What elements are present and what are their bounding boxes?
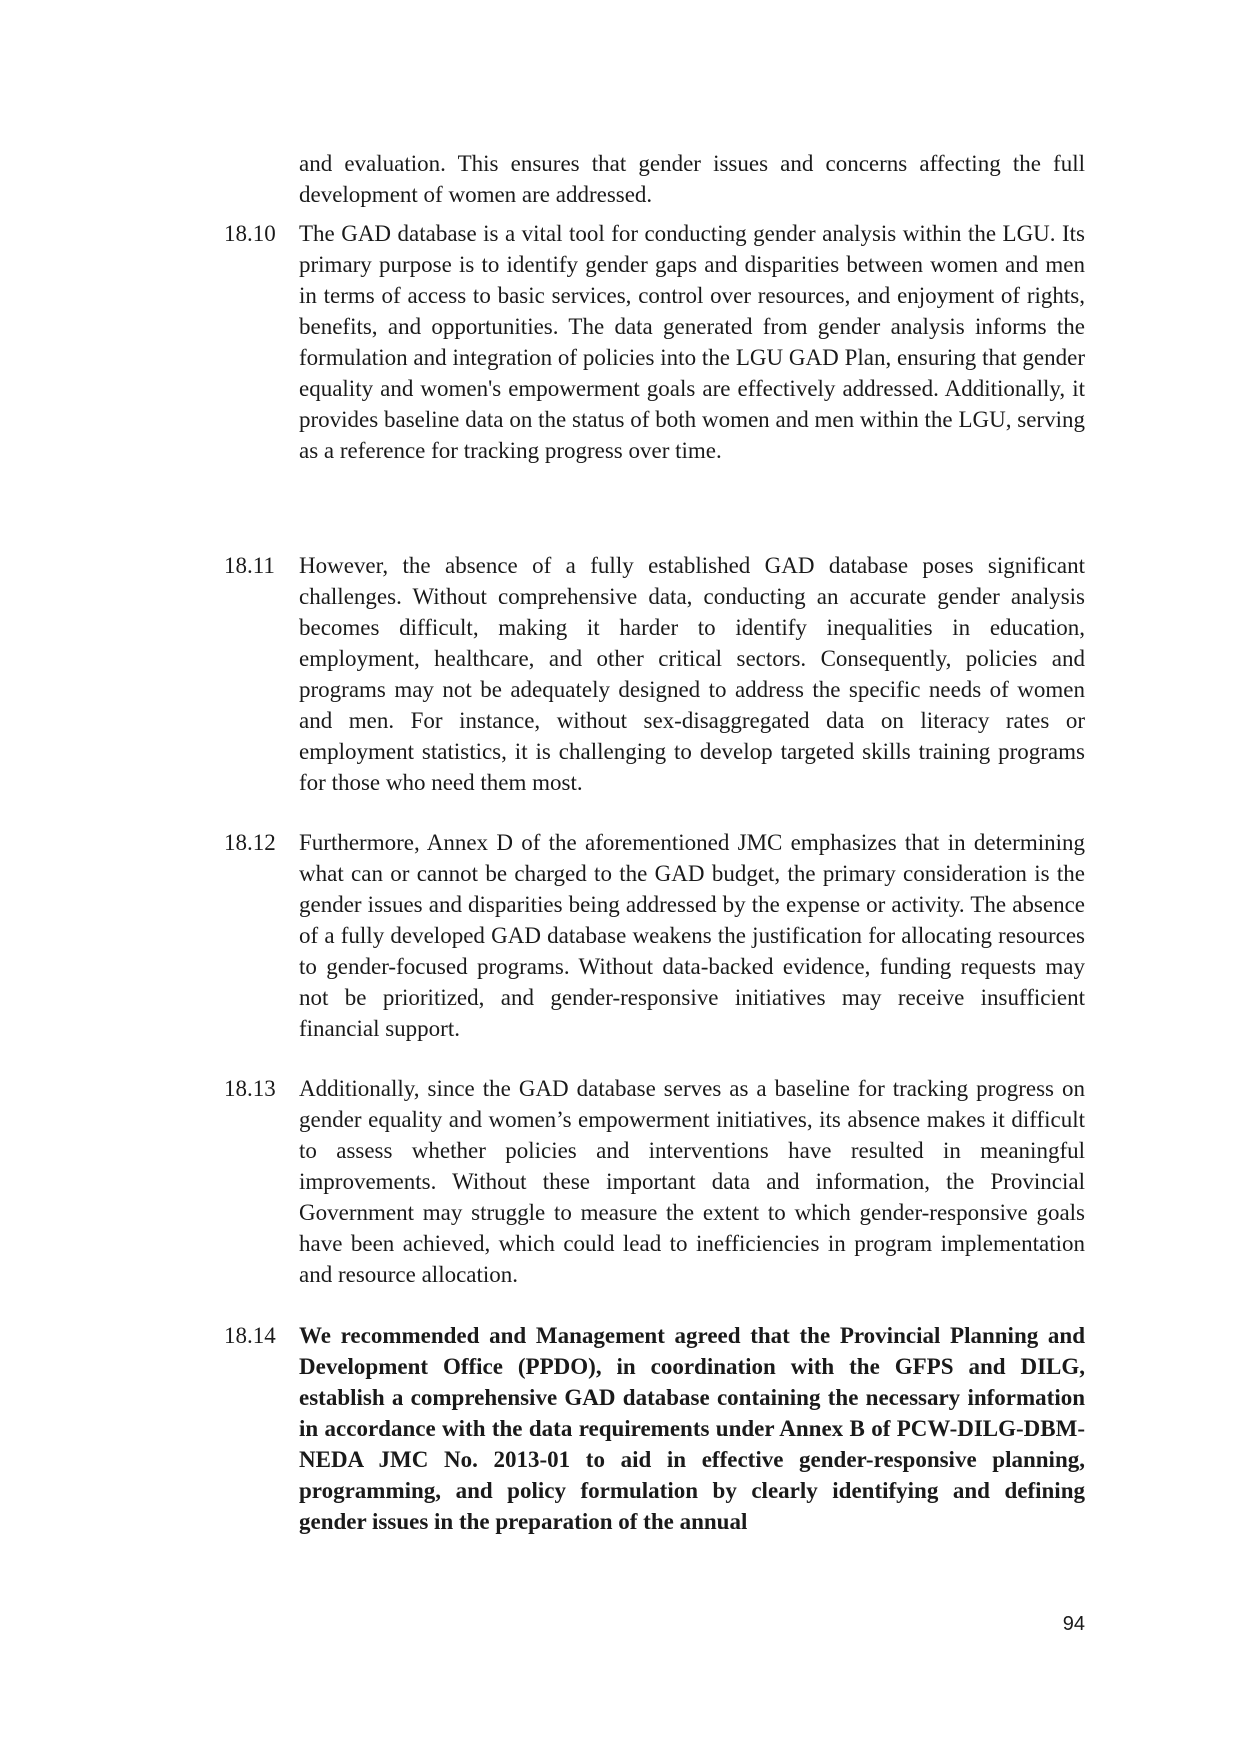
- paragraph-number: 18.13: [224, 1076, 276, 1101]
- recommendation-text: We recommended and Management agreed that the Provincial Planning and Development Office (PPDO), in coordination with the GFPS and DILG, establish a comprehensive GAD database containing the necessary information in accordance with the data requirements under Annex B of PCW-DILG-DBM-NEDA JMC No. 2013-01 to aid in effective gender-responsive planning, programming, and policy formulation by clearly identifying and defining gender issues in the preparation of the annual: [299, 1323, 1085, 1534]
- page-number: 94: [1062, 1613, 1085, 1635]
- paragraph-number: 18.12: [224, 830, 276, 855]
- paragraph-18-12: [224, 827, 1085, 1044]
- paragraph-number: 18.11: [224, 553, 275, 578]
- paragraph-18-10: [224, 218, 1085, 466]
- paragraph-number: 18.14: [224, 1323, 276, 1348]
- continuation-paragraph: and evaluation. This ensures that gender issues and concerns affecting the full development of women are addressed.: [299, 151, 1085, 207]
- paragraph-text: Additionally, since the GAD database serves as a baseline for tracking progress on gender equality and women’s empowerment initiatives, its absence makes it difficult to assess whether policies and interventions have resulted in meaningful improvements. Without these important data and information, the Provincial Government may struggle to measure the extent to which gender-responsive goals have been achieved, which could lead to inefficiencies in program implementation and resource allocation.: [299, 1076, 1085, 1287]
- paragraph-text: However, the absence of a fully established GAD database poses significant challenges. Without comprehensive data, conducting an accurate gender analysis becomes difficult, making it harder to identify inequalities in education, employment, healthcare, and other critical sectors. Consequently, policies and programs may not be adequately designed to address the specific needs of women and men. For instance, without sex-disaggregated data on literacy rates or employment statistics, it is challenging to develop targeted skills training programs for those who need them most.: [299, 553, 1085, 795]
- paragraph-18-13: [224, 1073, 1085, 1290]
- paragraph-text: Furthermore, Annex D of the aforementioned JMC emphasizes that in determining what can or cannot be charged to the GAD budget, the primary consideration is the gender issues and disparities being addressed by the expense or activity. The absence of a fully developed GAD database weakens the justification for allocating resources to gender-focused programs. Without data-backed evidence, funding requests may not be prioritized, and gender-responsive initiatives may receive insufficient financial support.: [299, 830, 1085, 1041]
- paragraph-number: 18.10: [224, 221, 276, 246]
- paragraph-18-14: [224, 1320, 1085, 1537]
- paragraph-18-11: [224, 550, 1085, 798]
- paragraph-text: The GAD database is a vital tool for conducting gender analysis within the LGU. Its primary purpose is to identify gender gaps and disparities between women and men in terms of access to basic services, control over resources, and enjoyment of rights, benefits, and opportunities. The data generated from gender analysis informs the formulation and integration of policies into the LGU GAD Plan, ensuring that gender equality and women's empowerment goals are effectively addressed. Additionally, it provides baseline data on the status of both women and men within the LGU, serving as a reference for tracking progress over time.: [299, 221, 1085, 463]
